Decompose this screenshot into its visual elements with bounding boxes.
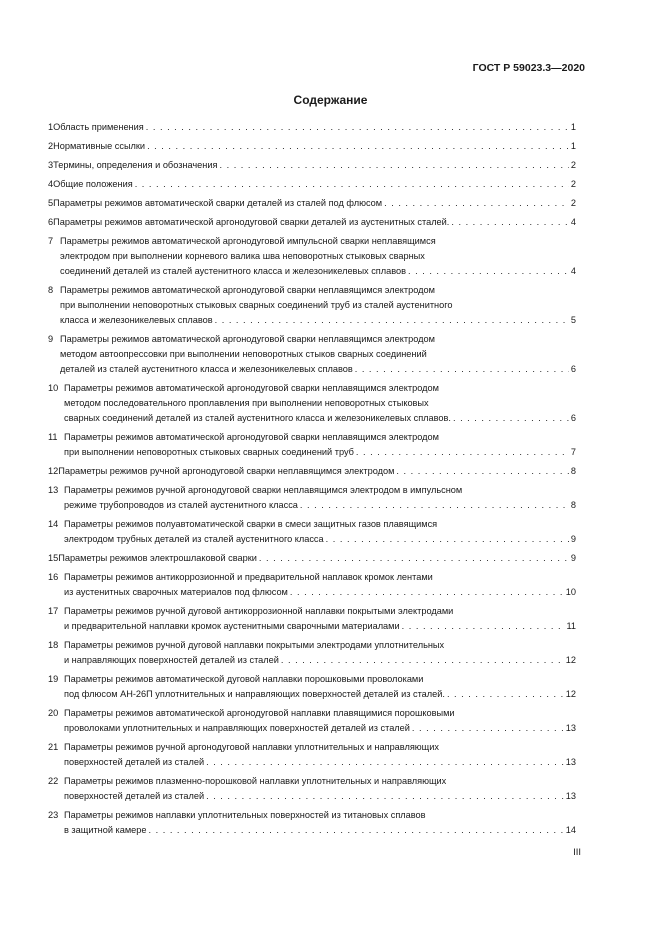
toc-leader-dots xyxy=(447,687,564,702)
toc-entry-page: 9 xyxy=(570,534,576,544)
toc-entry-title: Параметры режимов автоматической аргонодуговой сварки деталей из аустенитных сталей. xyxy=(53,217,450,227)
toc-entry-number: 21 xyxy=(48,742,59,752)
toc-entry-page: 8 xyxy=(570,466,576,476)
toc-entry-title: Нормативные ссылки xyxy=(53,141,146,151)
toc-entry-page: 10 xyxy=(565,587,576,597)
toc-entry-title: Параметры режимов электрошлаковой сварки xyxy=(58,553,257,563)
toc-entry-title: Параметры режимов ручной дуговой наплавки покрытыми электродами уплотнительных xyxy=(64,640,445,650)
toc-leader-dots xyxy=(396,464,568,479)
toc-entry-number: 4 xyxy=(48,179,54,189)
toc-entry-title: методом последовательного проплавления при выполнении неповоротных стыковых xyxy=(64,398,429,408)
toc-entry[interactable] xyxy=(48,604,576,634)
toc-entry[interactable] xyxy=(48,570,576,600)
toc-entry-number: 17 xyxy=(48,606,59,616)
toc-entry-title: методом автоопрессовки при выполнении неповоротных стыков сварных соединений xyxy=(60,349,427,359)
toc-leader-dots xyxy=(149,823,564,838)
toc-leader-dots xyxy=(453,411,569,426)
toc-leader-dots xyxy=(219,158,568,173)
toc-entry[interactable] xyxy=(48,177,576,192)
toc-entry-number: 3 xyxy=(48,160,54,170)
toc-entry-title: соединений деталей из сталей аустенитного класса и железоникелевых сплавов xyxy=(60,266,406,276)
toc-entry-title: деталей из сталей аустенитного класса и железоникелевых сплавов xyxy=(60,364,353,374)
toc-leader-dots xyxy=(355,362,569,377)
toc-leader-dots xyxy=(408,264,569,279)
toc-entry-page: 5 xyxy=(570,315,576,325)
toc-entry-number: 22 xyxy=(48,776,59,786)
toc-entry-page: 13 xyxy=(565,791,576,801)
toc-leader-dots xyxy=(147,139,569,154)
toc-entry-page: 2 xyxy=(570,198,576,208)
toc-leader-dots xyxy=(384,196,569,211)
toc-entry-number: 12 xyxy=(48,466,59,476)
toc-entry[interactable] xyxy=(48,139,576,154)
toc-entry-title: режиме трубопроводов из сталей аустенитного класса xyxy=(64,500,298,510)
toc-entry-title: Параметры режимов автоматической сварки деталей из сталей под флюсом xyxy=(53,198,383,208)
toc-entry-number: 2 xyxy=(48,141,54,151)
toc-entry-title: Параметры режимов полуавтоматической сварки в смеси защитных газов плавящимся xyxy=(64,519,438,529)
toc-entry-page: 1 xyxy=(570,122,576,132)
toc-entry[interactable] xyxy=(48,158,576,173)
page-title: Содержание xyxy=(293,93,368,107)
toc-entry-page: 8 xyxy=(570,500,576,510)
toc-entry-title: Параметры режимов плазменно-порошковой наплавки уплотнительных и направляющих xyxy=(64,776,447,786)
toc-entry-number: 11 xyxy=(48,432,58,442)
toc-entry[interactable] xyxy=(48,120,576,135)
toc-entry-page: 4 xyxy=(570,266,576,276)
toc-entry-title: Параметры режимов автоматической аргонодуговой сварки неплавящимся электродом xyxy=(60,334,435,344)
toc-entry-title: класса и железоникелевых сплавов xyxy=(60,315,213,325)
toc-entry-title: при выполнении неповоротных стыковых сварных соединений труб из сталей аустенитного xyxy=(60,300,453,310)
toc-entry-title: Параметры режимов автоматической аргонодуговой наплавки плавящимися порошковыми xyxy=(64,708,455,718)
toc-entry-title: Параметры режимов ручной аргонодуговой сварки неплавящимся электродом в импульсном xyxy=(64,485,463,495)
toc-leader-dots xyxy=(290,585,564,600)
toc-entry[interactable] xyxy=(48,517,576,547)
toc-entry-title: и предварительной наплавки кромок аустенитными сварочными материалами xyxy=(64,621,400,631)
toc-entry-number: 10 xyxy=(48,383,59,393)
toc-entry-number: 6 xyxy=(48,217,54,227)
toc-entry-title: проволоками уплотнительных и направляющих поверхностей деталей из сталей xyxy=(64,723,410,733)
toc-entry-title: под флюсом АН-26П уплотнительных и направляющих поверхностей деталей из сталей. xyxy=(64,689,445,699)
toc-entry-title: Параметры режимов наплавки уплотнительных поверхностей из титановых сплавов xyxy=(64,810,426,820)
toc-entry[interactable] xyxy=(48,774,576,804)
toc-entry-number: 7 xyxy=(48,236,54,246)
toc-leader-dots xyxy=(206,789,564,804)
toc-entry-title: электродом при выполнении корневого валика шва неповоротных стыковых сварных xyxy=(60,251,425,261)
toc-entry-title: поверхностей деталей из сталей xyxy=(64,757,205,767)
toc-leader-dots xyxy=(326,532,569,547)
toc-entry[interactable] xyxy=(48,464,576,479)
toc-entry-title: Параметры режимов автоматической аргонодуговой сварки неплавящимся электродом xyxy=(64,432,439,442)
toc-entry-page: 4 xyxy=(570,217,576,227)
toc-leader-dots xyxy=(146,120,569,135)
toc-entry-number: 18 xyxy=(48,640,59,650)
toc-entry-title: Параметры режимов автоматической аргонодуговой импульсной сварки неплавящимся xyxy=(60,236,436,246)
toc-entry[interactable] xyxy=(48,672,576,702)
toc-entry[interactable] xyxy=(48,638,576,668)
toc-entry[interactable] xyxy=(48,740,576,770)
toc-entry-page: 2 xyxy=(570,160,576,170)
toc-entry-number: 15 xyxy=(48,553,59,563)
toc-entry-number: 1 xyxy=(48,122,54,132)
toc-entry[interactable] xyxy=(48,381,576,426)
toc-entry-page: 6 xyxy=(570,364,576,374)
toc-entry-number: 16 xyxy=(48,572,59,582)
toc-entry-number: 9 xyxy=(48,334,54,344)
toc-entry-title: Параметры режимов ручной аргонодуговой сварки неплавящимся электродом xyxy=(58,466,395,476)
toc-entry-title: Общие положения xyxy=(53,179,133,189)
toc-entry-page: 12 xyxy=(565,689,576,699)
toc-leader-dots xyxy=(402,619,565,634)
toc-entry-page: 12 xyxy=(565,655,576,665)
toc-entry-number: 8 xyxy=(48,285,54,295)
toc-entry-page: 14 xyxy=(565,825,576,835)
toc-entry-title: Параметры режимов автоматической дуговой наплавки порошковыми проволоками xyxy=(64,674,424,684)
table-of-contents xyxy=(48,120,576,842)
toc-leader-dots xyxy=(259,551,569,566)
toc-entry-page: 6 xyxy=(570,413,576,423)
toc-leader-dots xyxy=(451,215,569,230)
toc-entry-page: 1 xyxy=(570,141,576,151)
toc-entry-title: электродом трубных деталей из сталей аустенитного класса xyxy=(64,534,324,544)
toc-entry-title: из аустенитных сварочных материалов под флюсом xyxy=(64,587,288,597)
toc-leader-dots xyxy=(206,755,564,770)
toc-entry[interactable] xyxy=(48,706,576,736)
toc-entry-number: 20 xyxy=(48,708,59,718)
toc-entry[interactable] xyxy=(48,332,576,377)
toc-entry-title: и направляющих поверхностей деталей из сталей xyxy=(64,655,279,665)
toc-entry-title: Параметры режимов автоматической аргонодуговой сварки неплавящимся электродом xyxy=(64,383,439,393)
toc-entry-page: 13 xyxy=(565,757,576,767)
toc-entry-title: поверхностей деталей из сталей xyxy=(64,791,205,801)
toc-entry[interactable] xyxy=(48,283,576,328)
toc-leader-dots xyxy=(300,498,569,513)
toc-entry-number: 13 xyxy=(48,485,59,495)
toc-leader-dots xyxy=(356,445,569,460)
toc-entry-number: 5 xyxy=(48,198,54,208)
toc-entry-title: в защитной камере xyxy=(64,825,147,835)
toc-entry-title: Параметры режимов ручной аргонодуговой наплавки уплотнительных и направляющих xyxy=(64,742,439,752)
toc-entry-page: 11 xyxy=(566,621,576,631)
toc-entry[interactable] xyxy=(48,430,576,460)
page-number: III xyxy=(573,847,581,858)
toc-entry-title: Термины, определения и обозначения xyxy=(53,160,218,170)
toc-entry-page: 9 xyxy=(570,553,576,563)
document-code: ГОСТ Р 59023.3—2020 xyxy=(472,62,585,74)
toc-entry-number: 14 xyxy=(48,519,59,529)
toc-entry-title: Параметры режимов антикоррозионной и предварительной наплавок кромок лентами xyxy=(64,572,433,582)
toc-leader-dots xyxy=(215,313,569,328)
toc-entry[interactable] xyxy=(48,196,576,211)
toc-entry[interactable] xyxy=(48,234,576,279)
toc-entry-page: 13 xyxy=(565,723,576,733)
toc-entry-page: 7 xyxy=(570,447,576,457)
toc-entry-title: Параметры режимов ручной дуговой антикоррозионной наплавки покрытыми электродами xyxy=(64,606,454,616)
toc-entry-title: при выполнении неповоротных стыковых сварных соединений труб xyxy=(64,447,354,457)
toc-entry-title: Параметры режимов автоматической аргонодуговой сварки неплавящимся электродом xyxy=(60,285,435,295)
toc-leader-dots xyxy=(412,721,564,736)
toc-entry-page: 2 xyxy=(570,179,576,189)
toc-entry-number: 23 xyxy=(48,810,59,820)
toc-leader-dots xyxy=(135,177,569,192)
toc-entry-title: сварных соединений деталей из сталей аустенитного класса и железоникелевых сплавов. xyxy=(64,413,451,423)
toc-entry[interactable] xyxy=(48,551,576,566)
toc-entry-title: Область применения xyxy=(53,122,144,132)
toc-entry[interactable] xyxy=(48,808,576,838)
toc-entry-number: 19 xyxy=(48,674,59,684)
toc-entry[interactable] xyxy=(48,215,576,230)
toc-entry[interactable] xyxy=(48,483,576,513)
toc-leader-dots xyxy=(281,653,564,668)
